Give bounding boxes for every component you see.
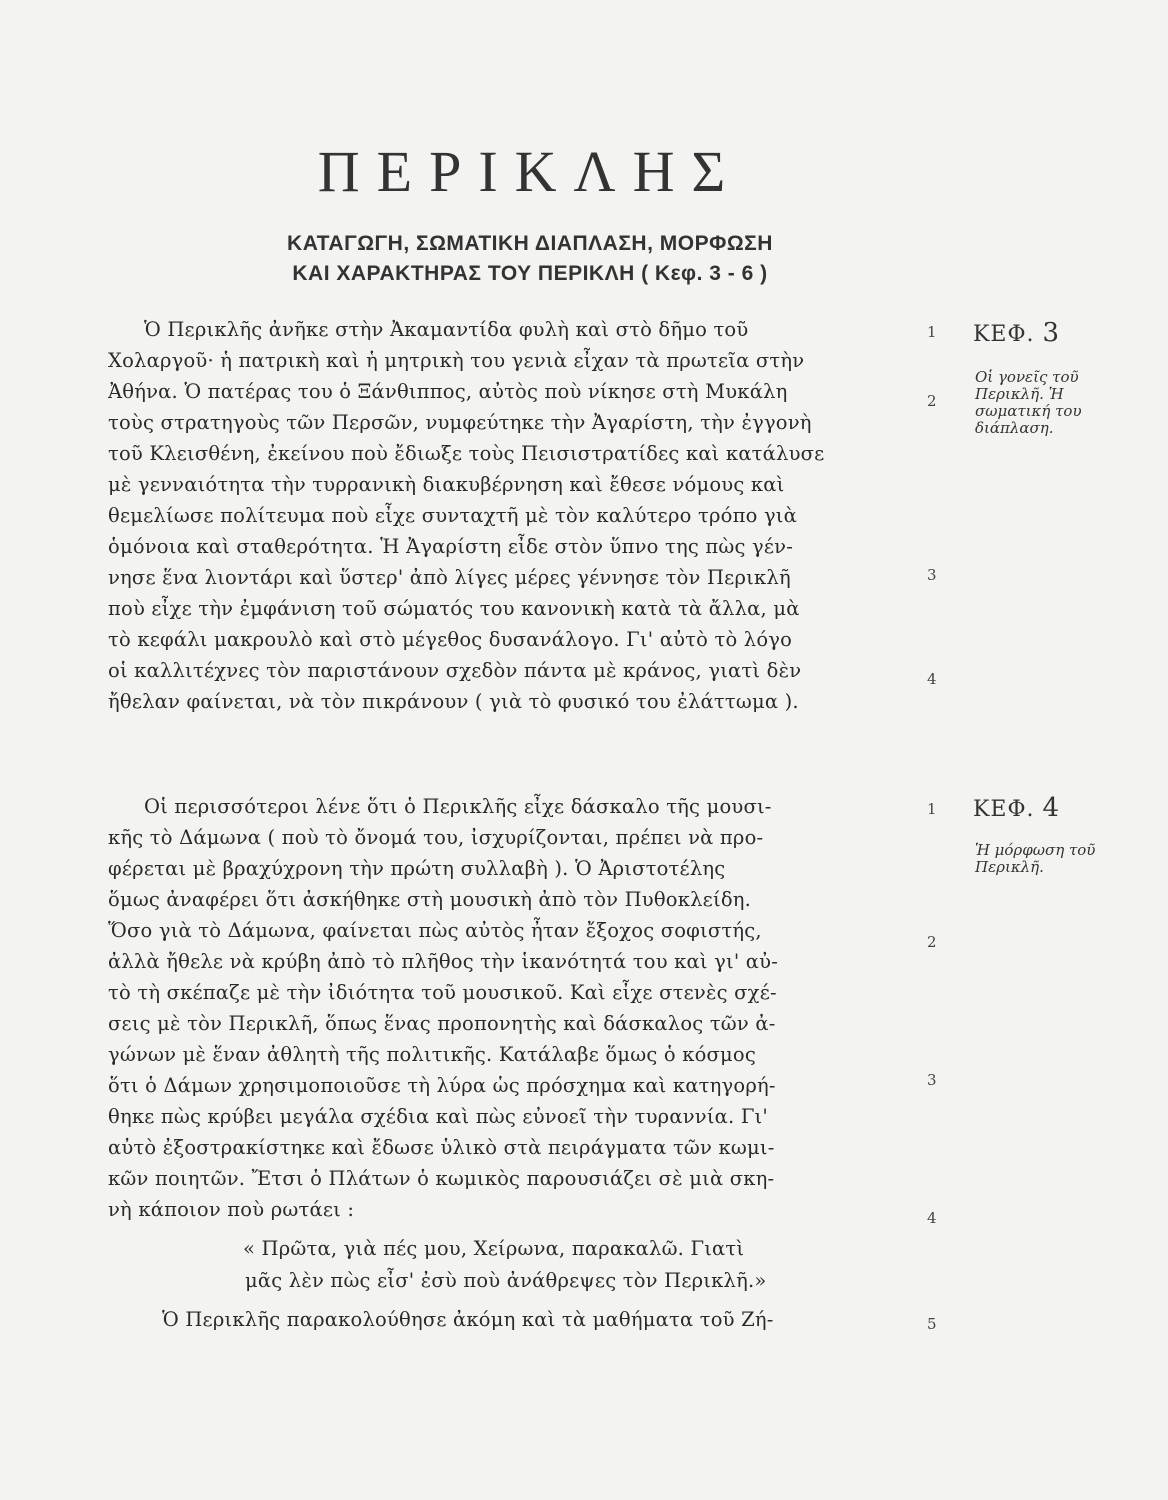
subtitle-line-1: ΚΑΤΑΓΩΓΗ, ΣΩΜΑΤΙΚΗ ΔΙΑΠΛΑΣΗ, ΜΟΡΦΩΣΗ	[287, 232, 773, 255]
text-line: κῆς τὸ Δάμωνα ( ποὺ τὸ ὄνομά του, ἰσχυρίζονται, πρέπει νὰ προ-	[108, 826, 764, 849]
text-line: ποὺ εἶχε τὴν ἐμφάνιση τοῦ σώματός του κανονικὴ κατὰ τὰ ἄλλα, μὰ	[108, 597, 800, 620]
text-line: ὅμως ἀναφέρει ὅτι ἀσκήθηκε στὴ μουσικὴ ἀπὸ τὸν Πυθοκλείδη.	[108, 888, 752, 911]
text-line: οἱ καλλιτέχνες τὸν παριστάνουν σχεδὸν πάντα μὲ κράνος, γιατὶ δὲν	[108, 659, 802, 682]
line-number: 3	[927, 566, 937, 584]
chapter-number: 3	[1042, 318, 1061, 348]
text-line: αὐτὸ ἐξοστρακίστηκε καὶ ἔδωσε ὑλικὸ στὰ πειράγματα τῶν κωμι-	[108, 1136, 775, 1159]
chapter-label: ΚΕΦ.	[973, 322, 1035, 347]
text-line: Ὁ Περικλῆς ἀνῆκε στὴν Ἀκαμαντίδα φυλὴ καὶ στὸ δῆμο τοῦ	[144, 318, 749, 341]
page-title: ΠΕΡΙΚΛΗΣ	[317, 139, 743, 204]
text-line: ἤθελαν φαίνεται, νὰ τὸν πικράνουν ( γιὰ τὸ φυσικό του ἐλάττωμα ).	[108, 690, 799, 713]
quote-line: « Πρῶτα, γιὰ πές μου, Χείρωνα, παρακαλῶ. Γιατὶ	[243, 1237, 745, 1260]
text-line: γώνων μὲ ἕναν ἀθλητὴ τῆς πολιτικῆς. Κατάλαβε ὅμως ὁ κόσμος	[108, 1043, 756, 1066]
text-line: ἀλλὰ ἤθελε νὰ κρύβη ἀπὸ τὸ πλῆθος τὴν ἱκανότητά του καὶ γι' αὐ-	[108, 950, 779, 973]
text-line: θεμελίωσε πολίτευμα ποὺ εἶχε συνταχτῆ μὲ τὸν καλύτερο τρόπο γιὰ	[108, 504, 798, 527]
text-line: νὴ κάποιον ποὺ ρωτάει :	[108, 1198, 355, 1221]
margin-note-chapter-3: Οἱ γονεῖς τοῦ Περικλῆ. Ἡ σωματική του διάπλαση.	[975, 368, 1082, 437]
text-line: τὸ τὴ σκέπαζε μὲ τὴν ἰδιότητα τοῦ μουσικοῦ. Καὶ εἶχε στενὲς σχέ-	[108, 981, 777, 1004]
line-number: 2	[927, 392, 937, 410]
margin-note-chapter-4: Ἡ μόρφωση τοῦ Περικλῆ.	[975, 841, 1096, 876]
text-line: σεις μὲ τὸν Περικλῆ, ὅπως ἕνας προπονητὴς καὶ δάσκαλος τῶν ἀ-	[108, 1012, 776, 1035]
text-line: μὲ γενναιότητα τὴν τυρρανικὴ διακυβέρνηση καὶ ἔθεσε νόμους καὶ	[108, 473, 785, 496]
subtitle-line-2: ΚΑΙ ΧΑΡΑΚΤΗΡΑΣ ΤΟΥ ΠΕΡΙΚΛΗ ( Κεφ. 3 - 6 )	[292, 262, 768, 285]
line-number: 1	[927, 800, 937, 818]
text-line: τὸ κεφάλι μακρουλὸ καὶ στὸ μέγεθος δυσανάλογο. Γι' αὐτὸ τὸ λόγο	[108, 628, 793, 651]
text-line: φέρεται μὲ βραχύχρονη τὴν πρώτη συλλαβὴ ). Ὁ Ἀριστοτέλης	[108, 857, 726, 880]
text-line: τοὺς στρατηγοὺς τῶν Περσῶν, νυμφεύτηκε τὴν Ἀγαρίστη, τὴν ἐγγονὴ	[108, 411, 812, 434]
text-line: ὅτι ὁ Δάμων χρησιμοποιοῦσε τὴ λύρα ὡς πρόσχημα καὶ κατηγορή-	[108, 1074, 776, 1097]
line-number: 5	[927, 1315, 937, 1333]
text-line: νησε ἕνα λιοντάρι καὶ ὕστερ' ἀπὸ λίγες μέρες γέννησε τὸν Περικλῆ	[108, 566, 791, 589]
quote-line: μᾶς λὲν πὼς εἶσ' ἐσὺ ποὺ ἀνάθρεψες τὸν Περικλῆ.»	[245, 1269, 767, 1292]
line-number: 2	[927, 933, 937, 951]
chapter-heading-4	[973, 793, 1060, 823]
chapter-number: 4	[1042, 793, 1061, 823]
text-line: θηκε πὼς κρύβει μεγάλα σχέδια καὶ πὼς εὐνοεῖ τὴν τυραννία. Γι'	[108, 1105, 768, 1128]
text-line: Οἱ περισσότεροι λένε ὅτι ὁ Περικλῆς εἶχε δάσκαλο τῆς μουσι-	[144, 795, 772, 818]
text-line: Ἀθήνα. Ὁ πατέρας του ὁ Ξάνθιππος, αὐτὸς ποὺ νίκησε στὴ Μυκάλη	[108, 380, 788, 403]
line-number: 4	[927, 670, 937, 688]
line-number: 3	[927, 1071, 937, 1089]
line-number: 1	[927, 323, 937, 341]
text-line: Χολαργοῦ· ἡ πατρικὴ καὶ ἡ μητρικὴ του γενιὰ εἶχαν τὰ πρωτεῖα στὴν	[108, 349, 805, 372]
text-line: Ὁ Περικλῆς παρακολούθησε ἀκόμη καὶ τὰ μαθήματα τοῦ Ζή-	[162, 1308, 774, 1331]
text-line: ὁμόνοια καὶ σταθερότητα. Ἡ Ἀγαρίστη εἶδε στὸν ὕπνο της πὼς γέν-	[108, 535, 794, 558]
line-number: 4	[927, 1209, 937, 1227]
chapter-heading-3	[973, 318, 1060, 348]
text-line: κῶν ποιητῶν. Ἔτσι ὁ Πλάτων ὁ κωμικὸς παρουσιάζει σὲ μιὰ σκη-	[108, 1167, 775, 1190]
chapter-label: ΚΕΦ.	[973, 797, 1035, 822]
text-line: τοῦ Κλεισθένη, ἐκείνου ποὺ ἔδιωξε τοὺς Πεισιστρατίδες καὶ κατάλυσε	[108, 442, 825, 465]
text-line: Ὅσο γιὰ τὸ Δάμωνα, φαίνεται πὼς αὐτὸς ἦταν ἔξοχος σοφιστής,	[108, 919, 762, 942]
